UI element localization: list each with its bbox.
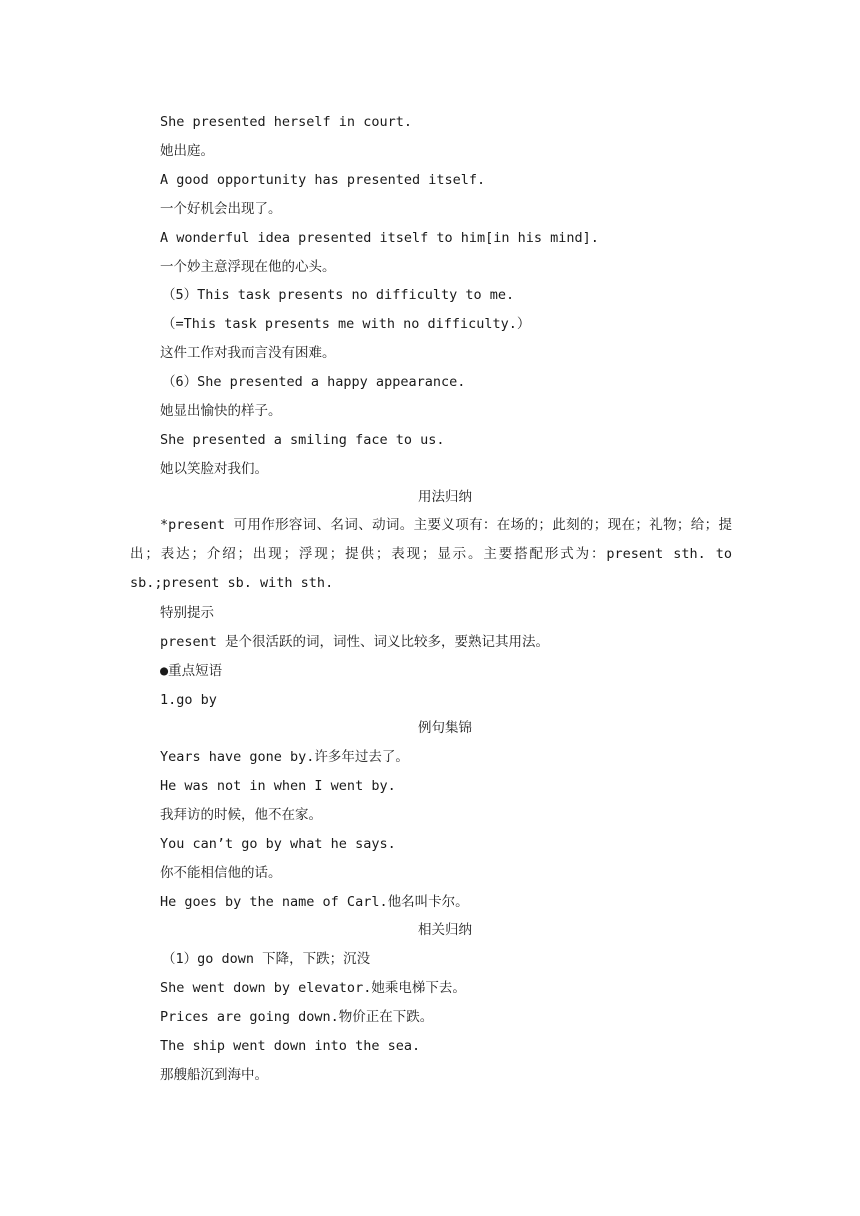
text-line: 1.go by (160, 692, 217, 708)
text-line: 一个好机会出现了。 (160, 201, 282, 217)
text-line: You can’t go by what he says. (160, 836, 396, 852)
section-heading: 相关归纳 (418, 922, 472, 938)
text-line: 这件工作对我而言没有困难。 (160, 345, 336, 361)
text-line: He goes by the name of Carl.他名叫卡尔。 (160, 894, 469, 910)
text-line: 她显出愉快的样子。 (160, 403, 282, 419)
text-line: present 是个很活跃的词，词性、词义比较多，要熟记其用法。 (160, 634, 550, 650)
text-line: A good opportunity has presented itself. (160, 172, 486, 188)
text-line: She presented herself in court. (160, 114, 412, 130)
text-line: 你不能相信他的话。 (160, 865, 282, 881)
section-heading: ●重点短语 (160, 663, 223, 679)
text-line: 特别提示 (160, 605, 214, 621)
section-heading: 例句集锦 (418, 720, 472, 736)
text-line: She went down by elevator.她乘电梯下去。 (160, 980, 466, 996)
usage-summary-paragraph: *present 可用作形容词、名词、动词。主要义项有：在场的；此刻的；现在；礼物；给；提出；表达；介绍；出现；浮现；提供；表现；显示。主要搭配形式为：present sth. to sb.;present sb. with sth. (130, 517, 732, 591)
text-line: （=This task presents me with no difficulty.） (162, 316, 531, 332)
text-line: A wonderful idea presented itself to him[in his mind]. (160, 230, 599, 246)
text-line: （1）go down 下降，下跌；沉没 (162, 951, 371, 967)
text-line: Prices are going down.物价正在下跌。 (160, 1009, 434, 1025)
text-line: She presented a smiling face to us. (160, 432, 445, 448)
text-line: 她以笑脸对我们。 (160, 461, 268, 477)
text-line: Years have gone by.许多年过去了。 (160, 749, 409, 765)
text-line: 我拜访的时候，他不在家。 (160, 807, 322, 823)
text-line: （5）This task presents no difficulty to me. (162, 287, 515, 303)
text-line: He was not in when I went by. (160, 778, 396, 794)
text-line: 一个妙主意浮现在他的心头。 (160, 259, 336, 275)
text-line: （6）She presented a happy appearance. (162, 374, 466, 390)
text-line: 她出庭。 (160, 143, 214, 159)
text-line: 那艘船沉到海中。 (160, 1067, 268, 1083)
section-heading: 用法归纳 (418, 489, 472, 505)
text-line: The ship went down into the sea. (160, 1038, 421, 1054)
